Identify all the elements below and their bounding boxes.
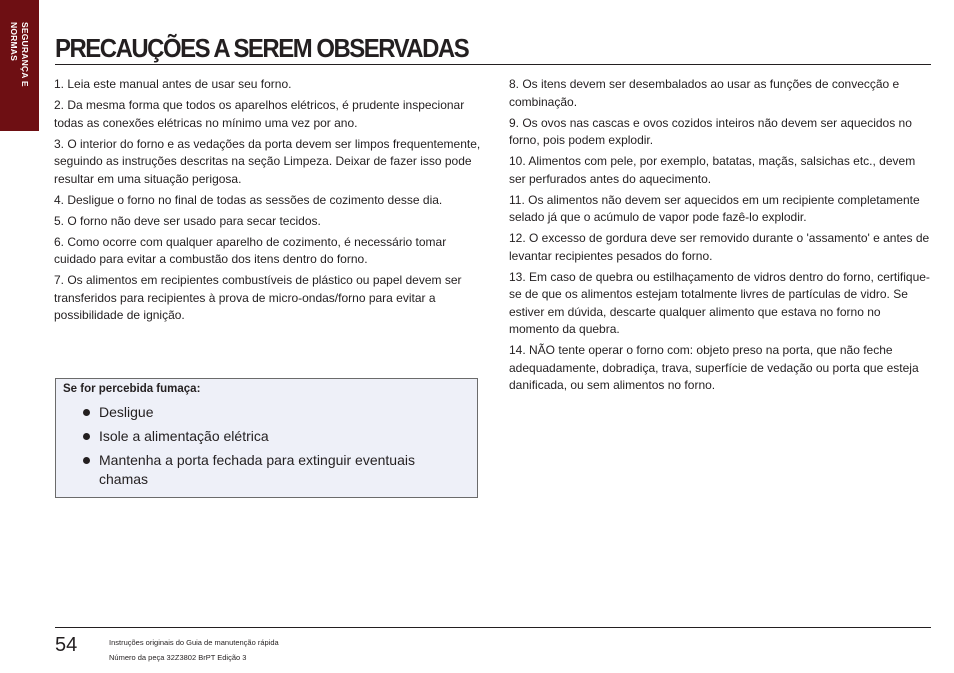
footer-text bbox=[109, 636, 279, 665]
footer-divider bbox=[55, 627, 931, 628]
smoke-warning-item-text: Isole a alimentação elétrica bbox=[99, 428, 269, 444]
precaution-item-8: 8. Os itens devem ser desembalados ao usar as funções de convecção e combinação. bbox=[509, 77, 900, 109]
title-divider bbox=[55, 64, 931, 65]
precaution-item-3: 3. O interior do forno e as vedações da porta devem ser limpos frequentemente, seguindo as instruções descritas na seção Limpeza. Deixar de fazer isso pode resultar em uma situação perigosa. bbox=[54, 136, 481, 186]
precaution-item-2: 2. Da mesma forma que todos os aparelhos elétricos, é prudente inspecionar todas as conexões elétricas no mínimo uma vez por ano. bbox=[54, 98, 465, 130]
precaution-item-7: 7. Os alimentos em recipientes combustíveis de plástico ou papel devem ser transferidos para recipientes à prova de micro-ondas/forno para evitar a possibilidade de ignição. bbox=[54, 273, 462, 322]
footer-line-part-number: Número da peça 32Z3802 BrPT Edição 3 bbox=[109, 652, 247, 662]
precaution-item-10: 10. Alimentos com pele, por exemplo, batatas, maçãs, salsichas etc., devem ser perfurados antes do aquecimento. bbox=[509, 154, 916, 186]
bullet-icon bbox=[83, 409, 90, 416]
smoke-warning-item bbox=[78, 451, 458, 489]
precaution-item-13: 13. Em caso de quebra ou estilhaçamento de vidros dentro do forno, certifique-se de que os alimentos estejam totalmente livres de partículas de vidro. Se estiver em dúvida, descarte qualquer alimento que estava no forno no momento da quebra. bbox=[509, 269, 930, 336]
precaution-item-5: 5. O forno não deve ser usado para secar tecidos. bbox=[54, 213, 321, 228]
precaution-item-11: 11. Os alimentos não devem ser aquecidos em um recipiente completamente selado já que o acúmulo de vapor pode fazê-lo explodir. bbox=[509, 192, 920, 224]
smoke-warning-item bbox=[78, 403, 458, 422]
smoke-warning-item bbox=[78, 427, 458, 446]
right-column bbox=[509, 76, 933, 398]
precaution-item-4: 4. Desligue o forno no final de todas as sessões de cozimento desse dia. bbox=[54, 192, 443, 207]
precaution-item-12: 12. O excesso de gordura deve ser removido durante o 'assamento' e antes de levantar recipientes pesados do forno. bbox=[509, 231, 930, 263]
precaution-item-1: 1. Leia este manual antes de usar seu forno. bbox=[54, 77, 292, 91]
smoke-warning-title: Se for percebida fumaça: bbox=[63, 383, 201, 395]
bullet-icon bbox=[83, 457, 90, 464]
precaution-item-6: 6. Como ocorre com qualquer aparelho de cozimento, é necessário tomar cuidado para evitar a combustão dos itens dentro do forno. bbox=[54, 234, 447, 266]
smoke-warning-box bbox=[55, 378, 478, 498]
precaution-item-9: 9. Os ovos nas cascas e ovos cozidos inteiros não devem ser aquecidos no forno, pois podem explodir. bbox=[509, 115, 912, 147]
section-side-tab-label: SEGURANÇA E NORMAS bbox=[9, 22, 30, 87]
bullet-icon bbox=[83, 433, 90, 440]
smoke-warning-item-text: Desligue bbox=[99, 404, 154, 420]
page-title: PRECAUÇÕES A SEREM OBSERVADAS bbox=[55, 33, 469, 63]
page-number: 54 bbox=[55, 634, 78, 656]
left-column bbox=[54, 76, 482, 328]
footer-line-source: Instruções originais do Guia de manutenção rápida bbox=[109, 638, 279, 647]
smoke-warning-item-text: Mantenha a porta fechada para extinguir eventuais chamas bbox=[99, 452, 415, 487]
section-side-tab bbox=[0, 0, 39, 131]
smoke-warning-list bbox=[78, 403, 458, 494]
precaution-item-14: 14. NÃO tente operar o forno com: objeto preso na porta, que não feche adequadamente, dobradiça, trava, superfície de vedação ou porta que esteja danificada, ou sem alimentos no forno. bbox=[509, 343, 919, 392]
